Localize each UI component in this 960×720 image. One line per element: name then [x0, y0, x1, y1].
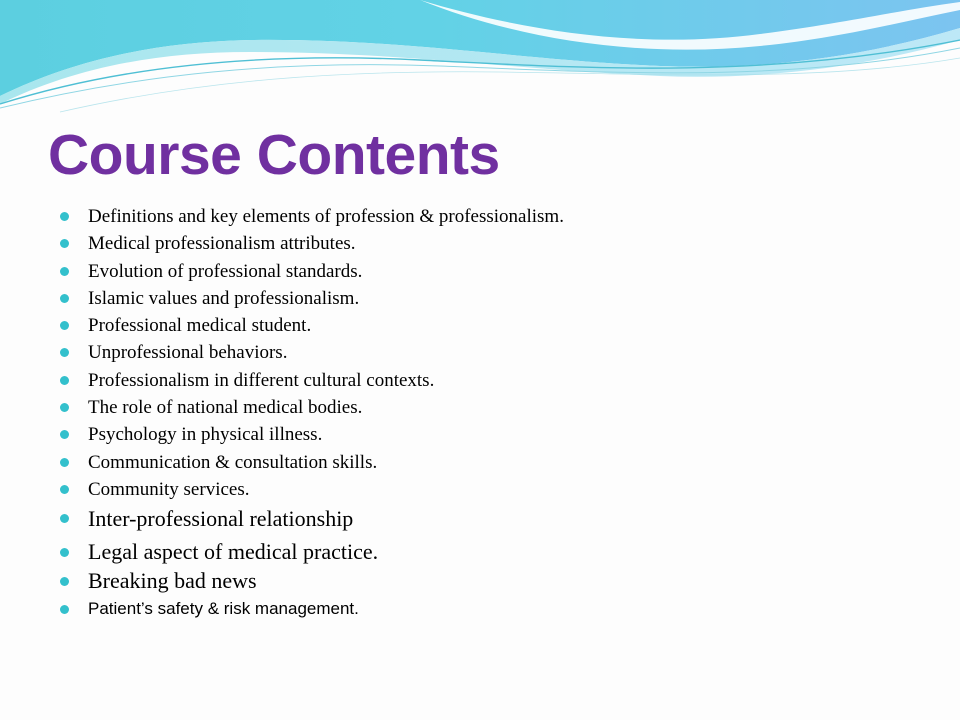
bullet-dot-icon	[60, 294, 69, 303]
list-item-text: Definitions and key elements of profession & professionalism.	[88, 206, 564, 227]
list-item-text: Unprofessional behaviors.	[88, 342, 288, 364]
bullet-dot-icon	[60, 548, 69, 557]
bullet-dot-icon	[60, 430, 69, 439]
slide-title: Course Contents	[48, 123, 500, 187]
bullet-dot-icon	[60, 577, 69, 586]
list-item-text: Evolution of professional standards.	[88, 260, 363, 282]
list-item-text: Inter-professional relationship	[88, 506, 354, 532]
list-item	[60, 285, 940, 312]
list-item	[60, 203, 940, 230]
list-item-text: Professionalism in different cultural contexts.	[88, 369, 435, 391]
bullet-dot-icon	[60, 605, 69, 614]
bullet-dot-icon	[60, 485, 69, 494]
bullet-dot-icon	[60, 239, 69, 248]
list-item	[60, 567, 940, 596]
list-item	[60, 230, 940, 257]
list-item	[60, 503, 940, 537]
bullet-dot-icon	[60, 212, 69, 221]
list-item-text: Psychology in physical illness.	[88, 424, 323, 446]
bullet-dot-icon	[60, 267, 69, 276]
header-wave-decoration	[0, 0, 960, 120]
bullet-dot-icon	[60, 376, 69, 385]
list-item-text: Medical professionalism attributes.	[88, 233, 356, 255]
bullet-dot-icon	[60, 403, 69, 412]
list-item-text: Communication & consultation skills.	[88, 451, 378, 473]
list-item	[60, 367, 940, 394]
list-item	[60, 394, 940, 421]
course-contents-list	[60, 203, 940, 622]
list-item	[60, 421, 940, 448]
list-item	[60, 537, 940, 567]
list-item	[60, 312, 940, 339]
list-item-text: Patient’s safety & risk management.	[88, 599, 359, 619]
list-item-text: The role of national medical bodies.	[88, 397, 363, 419]
list-item	[60, 476, 940, 503]
bullet-dot-icon	[60, 321, 69, 330]
list-item-text: Islamic values and professionalism.	[88, 287, 360, 309]
list-item-text: Community services.	[88, 478, 250, 500]
bullet-dot-icon	[60, 458, 69, 467]
bullet-dot-icon	[60, 514, 69, 523]
bullet-dot-icon	[60, 348, 69, 357]
list-item	[60, 449, 940, 476]
list-item	[60, 339, 940, 366]
list-item-text: Professional medical student.	[88, 315, 312, 337]
list-item-text: Legal aspect of medical practice.	[88, 539, 379, 565]
list-item	[60, 258, 940, 285]
list-item-text: Breaking bad news	[88, 568, 257, 594]
list-item	[60, 596, 940, 622]
